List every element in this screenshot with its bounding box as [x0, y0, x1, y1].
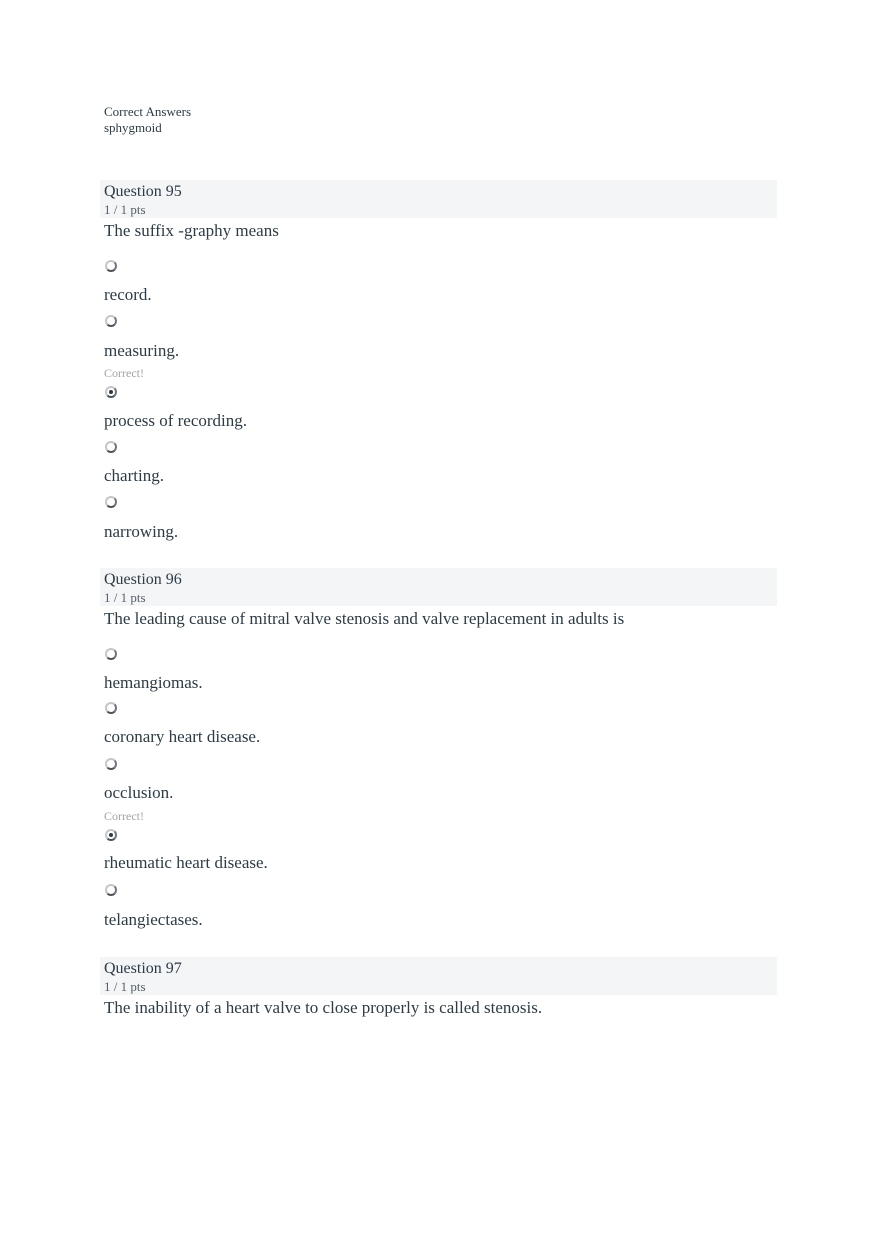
- question-title: Question 96: [104, 571, 182, 588]
- question-points: 1 / 1 pts: [104, 202, 146, 217]
- answer-label: telangiectases.: [104, 910, 203, 929]
- previous-correct-answers: [104, 104, 191, 136]
- question-text: The leading cause of mitral valve stenosis and valve replacement in adults is: [104, 609, 625, 628]
- answer-label: hemangiomas.: [104, 673, 203, 692]
- answer-label: rheumatic heart disease.: [104, 853, 268, 872]
- answer-radio-icon[interactable]: [105, 702, 117, 714]
- question-header: [100, 568, 777, 606]
- answer-label: coronary heart disease.: [104, 727, 261, 746]
- answer-radio-icon[interactable]: [105, 884, 117, 896]
- question-text: The inability of a heart valve to close properly is called stenosis.: [104, 998, 543, 1017]
- answer-label: occlusion.: [104, 783, 174, 802]
- correct-answer-value: sphygmoid: [104, 120, 162, 135]
- answer-label: process of recording.: [104, 411, 248, 430]
- answer-radio-icon[interactable]: [105, 315, 117, 327]
- correct-answers-label: Correct Answers: [104, 104, 192, 119]
- answer-radio-icon[interactable]: [105, 648, 117, 660]
- correct-flag: Correct!: [104, 809, 144, 823]
- answer-radio-icon[interactable]: [105, 260, 117, 272]
- question-text: The suffix -graphy means: [104, 221, 279, 240]
- correct-flag: Correct!: [104, 366, 144, 380]
- question-points: 1 / 1 pts: [104, 590, 146, 605]
- question-header: [100, 180, 777, 218]
- answer-radio-icon[interactable]: [105, 441, 117, 453]
- answer-label: record.: [104, 285, 152, 304]
- answer-radio-icon[interactable]: [105, 496, 117, 508]
- question-points: 1 / 1 pts: [104, 979, 146, 994]
- answer-label: charting.: [104, 466, 164, 485]
- answer-radio-icon[interactable]: [105, 758, 117, 770]
- answer-radio-checked-icon[interactable]: [105, 386, 117, 398]
- question-title: Question 95: [104, 183, 182, 200]
- question-header: [100, 957, 777, 995]
- answer-label: measuring.: [104, 341, 180, 360]
- question-title: Question 97: [104, 960, 182, 977]
- answer-label: narrowing.: [104, 522, 179, 541]
- answer-radio-checked-icon[interactable]: [105, 829, 117, 841]
